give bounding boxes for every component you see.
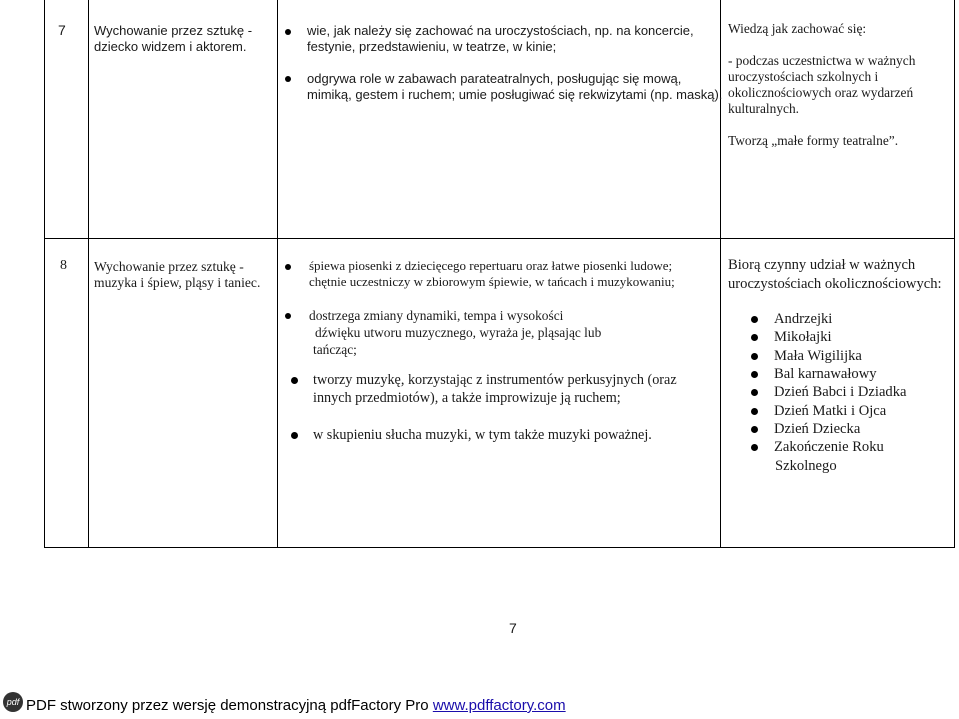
bullet-icon <box>751 353 758 360</box>
list-item-line: Szkolnego <box>775 458 837 474</box>
activity-item <box>307 71 722 103</box>
bullet-icon <box>751 408 758 415</box>
table-border-left <box>44 0 45 548</box>
list-item: Andrzejki <box>774 311 833 327</box>
activity-line: festynie, przedstawieniu, w teatrze, w kinie; <box>307 39 557 54</box>
list-item-line: Zakończenie Roku <box>774 439 884 455</box>
row-separator <box>44 238 955 239</box>
list-item: Bal karnawałowy <box>774 366 877 382</box>
outcome-title: Biorą czynny udział w ważnych <box>728 257 916 273</box>
outcome-line: uroczystościach szkolnych i <box>728 69 879 84</box>
activity-item <box>313 426 652 444</box>
activity-line: tworzy muzykę, korzystając z instrumentów perkusyjnych (oraz <box>313 372 677 388</box>
topic-line: Wychowanie przez sztukę - <box>94 259 244 274</box>
outcome-line: okolicznościowych oraz wydarzeń <box>728 85 914 100</box>
list-item: Dzień Babci i Dziadka <box>774 384 907 400</box>
pdf-footer <box>0 690 959 719</box>
list-item: Dzień Dziecka <box>774 421 861 437</box>
activity-line: chętnie uczestniczy w zbiorowym śpiewie, w tańcach i muzykowaniu; <box>309 274 675 289</box>
activity-item <box>313 371 677 407</box>
page-number: 7 <box>509 620 517 636</box>
list-item: Dzień Matki i Ojca <box>774 403 887 419</box>
activity-item <box>309 307 601 358</box>
outcome-title: uroczystościach okolicznościowych: <box>728 276 942 292</box>
footer-message: PDF stworzony przez wersję demonstracyjną pdfFactory Pro <box>26 697 433 714</box>
row-number: 8 <box>60 258 67 273</box>
table-divider-topic <box>88 0 89 548</box>
row-number: 7 <box>58 22 66 38</box>
activity-line: dostrzega zmiany dynamiki, tempa i wysokości <box>309 308 564 323</box>
topic-line: Wychowanie przez sztukę - <box>94 23 253 38</box>
bullet-icon <box>751 334 758 341</box>
activity-line: mimiką, gestem i ruchem; umie posługiwać się rekwizytami (np. maską). <box>307 87 723 102</box>
activity-line: innych przedmiotów), a także improwizuje ją ruchem; <box>313 390 621 406</box>
outcome-cell <box>728 21 915 149</box>
topic-line: muzyka i śpiew, pląsy i taniec. <box>94 275 261 290</box>
table-border-bottom <box>44 547 955 548</box>
bullet-icon <box>751 371 758 378</box>
bullet-icon <box>285 76 291 82</box>
footer-link[interactable]: www.pdffactory.com <box>432 697 566 714</box>
outcome-line: kulturalnych. <box>728 101 800 116</box>
table-border-right <box>954 0 955 548</box>
topic-line: dziecko widzem i aktorem. <box>94 39 247 54</box>
activity-item <box>309 258 675 290</box>
table-divider-activities <box>277 0 278 548</box>
footer-text <box>26 697 566 714</box>
activity-line: odgrywa role w zabawach parateatralnych, posługując się mową, <box>307 71 682 86</box>
outcome-cell <box>728 256 942 294</box>
outcome-title: Wiedzą jak zachować się: <box>728 21 867 36</box>
outcome-line: - podczas uczestnictwa w ważnych <box>728 53 916 68</box>
bullet-icon <box>291 377 298 384</box>
row-topic <box>94 23 252 55</box>
pdf-logo-icon: pdf <box>3 692 23 712</box>
activity-line: wie, jak należy się zachować na uroczystościach, np. na koncercie, <box>307 23 694 38</box>
list-item <box>774 438 884 476</box>
bullet-icon <box>291 432 298 439</box>
row-topic <box>94 259 260 291</box>
list-item: Mikołajki <box>774 329 832 345</box>
activity-item <box>307 23 694 55</box>
activity-line: dźwięku utworu muzycznego, wyraża je, pląsając lub <box>315 325 602 340</box>
bullet-icon <box>285 264 291 270</box>
bullet-icon <box>751 444 758 451</box>
bullet-icon <box>285 29 291 35</box>
bullet-icon <box>751 426 758 433</box>
activity-line: tańcząc; <box>313 342 357 357</box>
bullet-icon <box>751 389 758 396</box>
outcome-extra: Tworzą „małe formy teatralne”. <box>728 133 899 148</box>
list-item: Mała Wigilijka <box>774 348 862 364</box>
activity-line: w skupieniu słucha muzyki, w tym także muzyki poważnej. <box>313 427 652 443</box>
activity-line: śpiewa piosenki z dziecięcego repertuaru oraz łatwe piosenki ludowe; <box>309 258 673 273</box>
bullet-icon <box>751 316 758 323</box>
bullet-icon <box>285 313 291 319</box>
